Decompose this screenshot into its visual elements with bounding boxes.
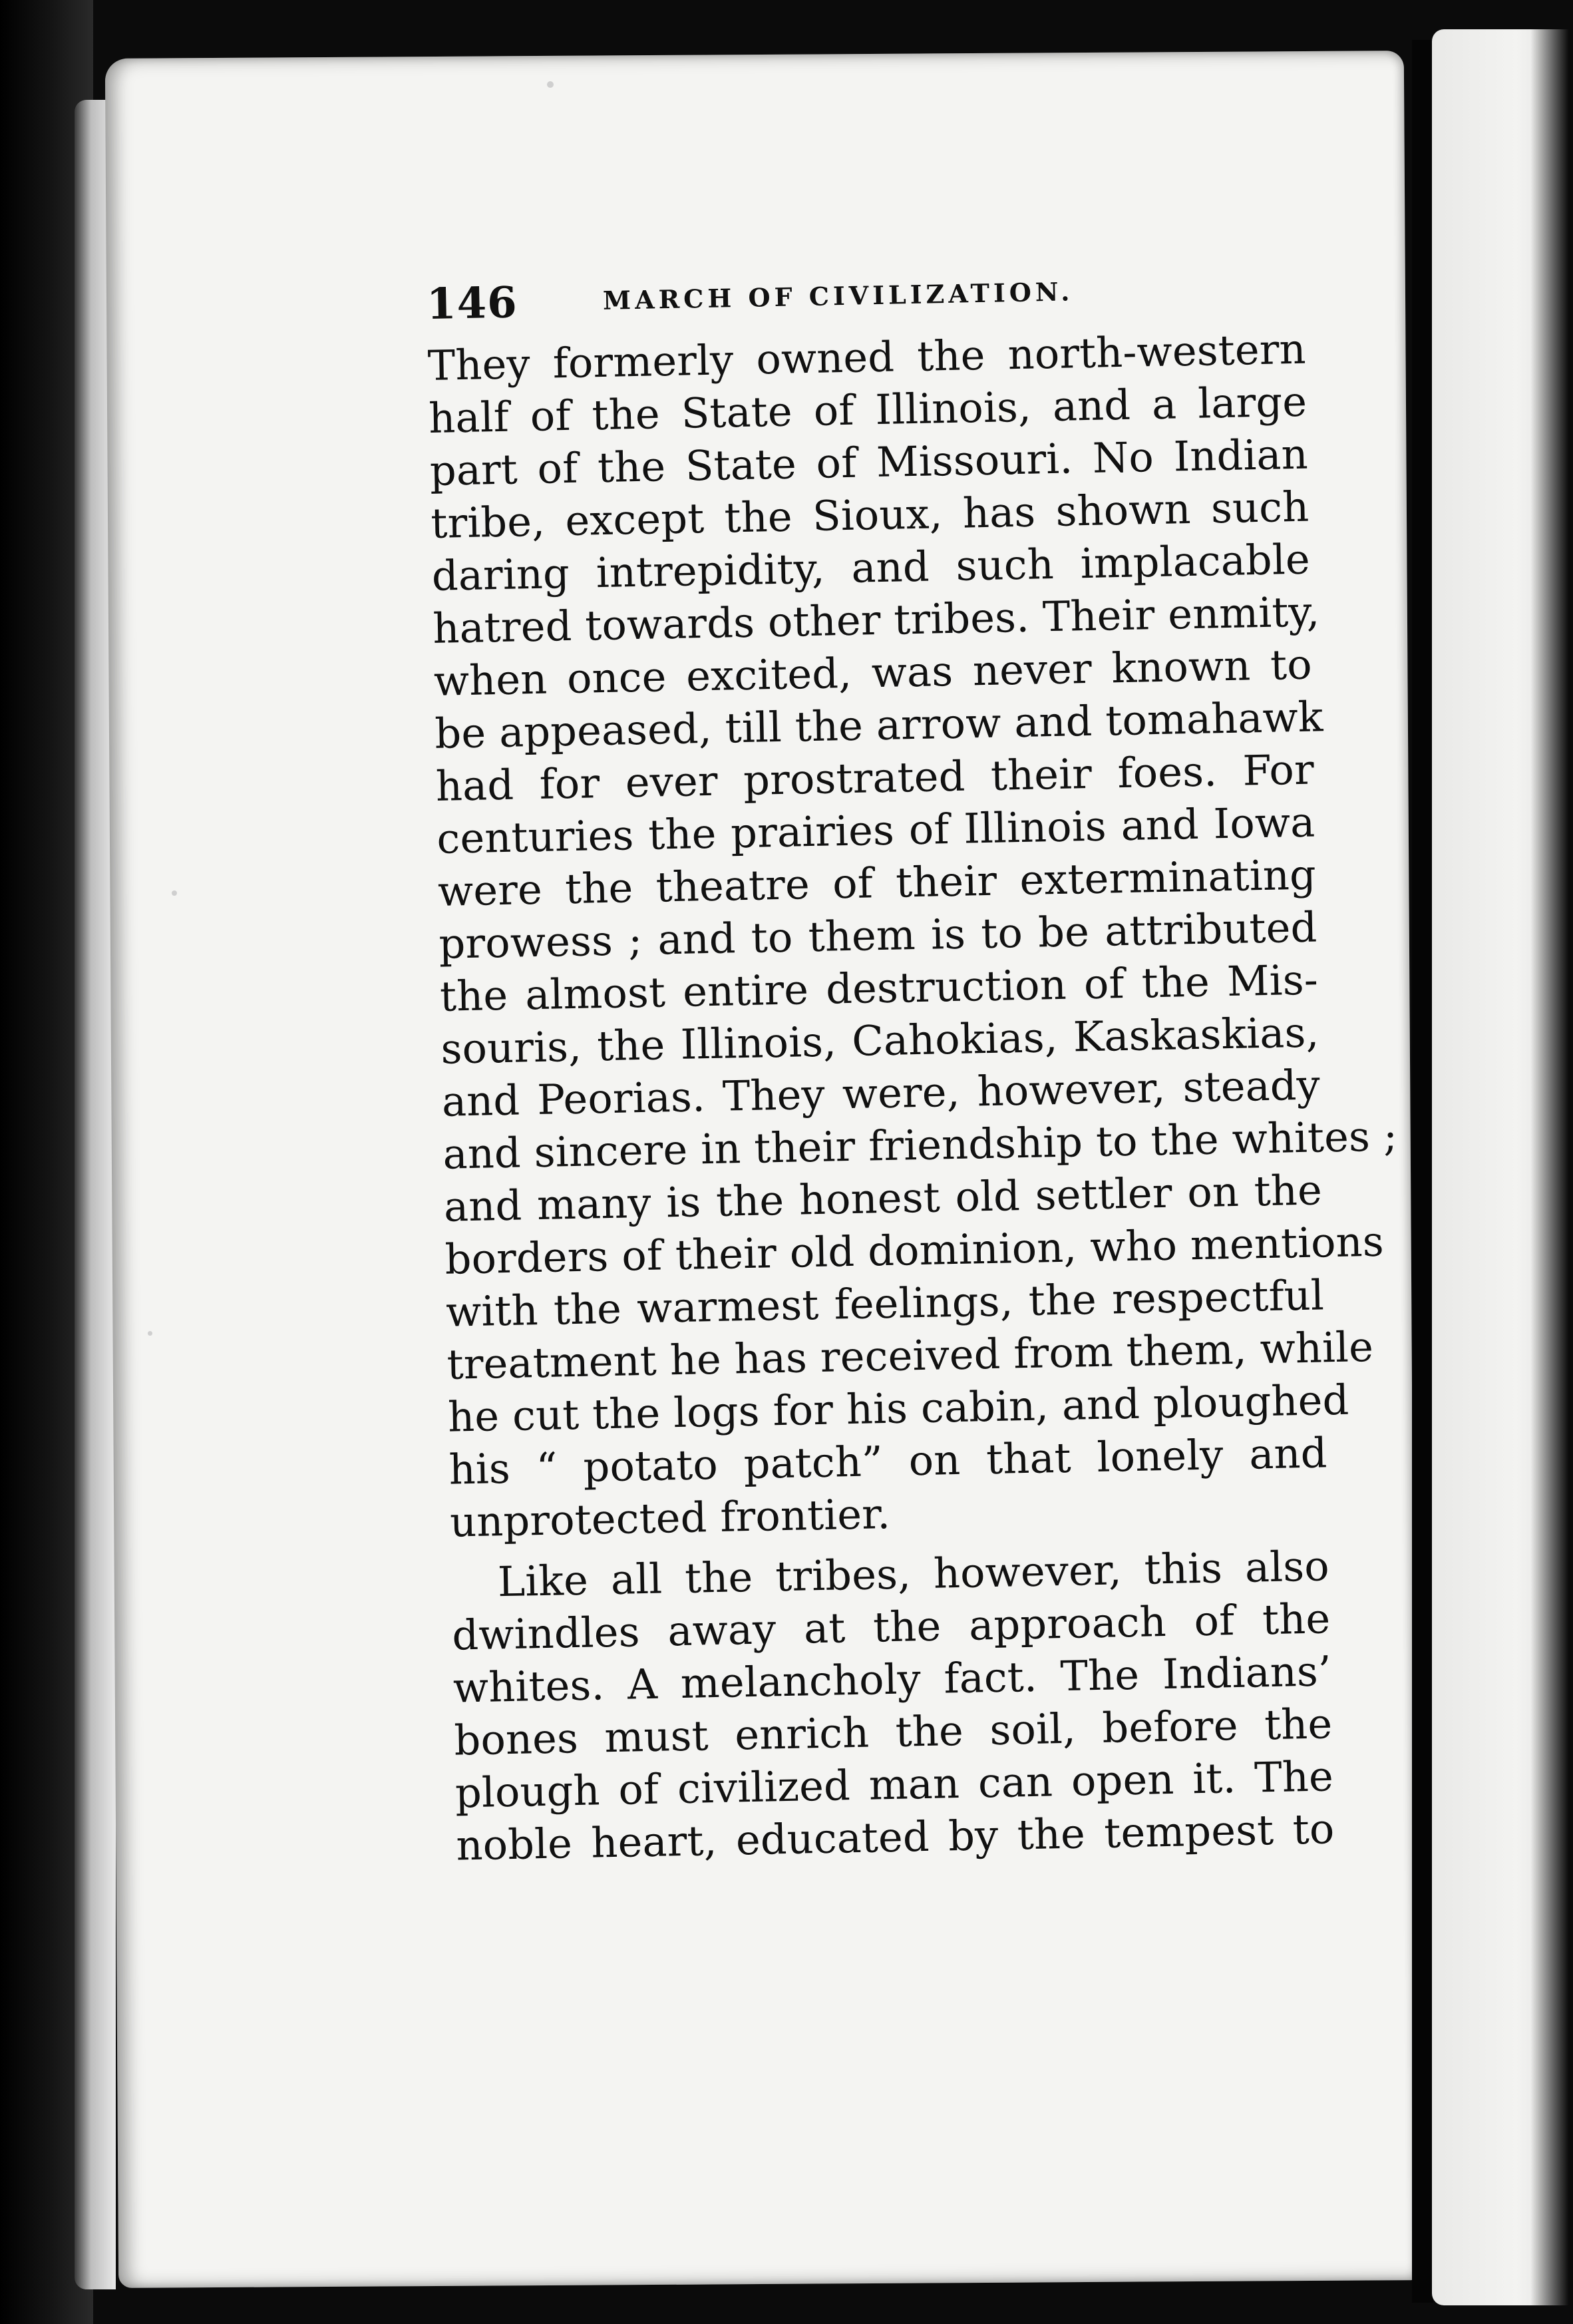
scan-border xyxy=(1530,0,1573,2324)
text-line: with the warmest feelings, the respectful xyxy=(445,1270,1325,1336)
page-gutter xyxy=(1412,40,1433,2303)
text-line: borders of their old dominion, who mentions xyxy=(444,1217,1385,1284)
text-line: treatment he has received from them, while xyxy=(446,1322,1374,1389)
text-line: part of the State of Missouri. No Indian xyxy=(429,429,1309,495)
page-text xyxy=(426,250,1398,1872)
paper-speck xyxy=(148,1331,152,1336)
paragraph-2 xyxy=(450,1539,1335,1871)
text-line: tribe, except the Sioux, has shown such xyxy=(430,482,1310,548)
text-line: bones must enrich the soil, before the xyxy=(453,1699,1333,1765)
paper-speck xyxy=(172,890,177,896)
paragraph-1 xyxy=(427,323,1398,1549)
text-line: his “ potato patch” on that lonely and xyxy=(448,1428,1328,1494)
text-line: noble heart, educated by the tempest to xyxy=(455,1804,1335,1870)
text-line: be appeased, till the arrow and tomahawk xyxy=(434,692,1324,758)
text-line: prowess ; and to them is to be attributed xyxy=(438,902,1318,968)
text-line: and Peorias. They were, however, steady xyxy=(441,1060,1321,1126)
text-line: the almost entire destruction of the Mis- xyxy=(439,955,1319,1021)
text-line: dwindles away at the approach of the xyxy=(451,1594,1331,1660)
text-line: souris, the Illinois, Cahokias, Kaskaskias, xyxy=(440,1008,1320,1073)
text-line: when once excited, was never known to xyxy=(433,640,1313,705)
text-line: had for ever prostrated their foes. For xyxy=(435,745,1315,811)
text-line: daring intrepidity, and such implacable xyxy=(431,534,1311,600)
text-line: centuries the prairies of Illinois and Iowa xyxy=(436,797,1315,863)
text-line: he cut the logs for his cabin, and ploughed xyxy=(447,1375,1350,1442)
paper-speck xyxy=(547,81,554,88)
page-number: 146 xyxy=(426,278,518,329)
text-line: and sincere in their friendship to the whites ; xyxy=(442,1111,1398,1179)
text-line: half of the State of Illinois, and a large xyxy=(428,377,1308,443)
running-head: MARCH OF CIVILIZATION. xyxy=(602,276,1074,315)
text-line: unprotected frontier. xyxy=(449,1489,891,1547)
text-line: Like all the tribes, however, this also xyxy=(497,1541,1330,1607)
text-line: plough of civilized man can open it. The xyxy=(454,1752,1334,1818)
text-line: were the theatre of their exterminating xyxy=(437,850,1317,916)
text-line: whites. A melancholy fact. The Indians’ xyxy=(452,1646,1332,1712)
text-line: hatred towards other tribes. Their enmity, xyxy=(432,587,1320,653)
text-line: and many is the honest old settler on the xyxy=(443,1165,1323,1231)
text-line: They formerly owned the north-western xyxy=(427,324,1307,390)
